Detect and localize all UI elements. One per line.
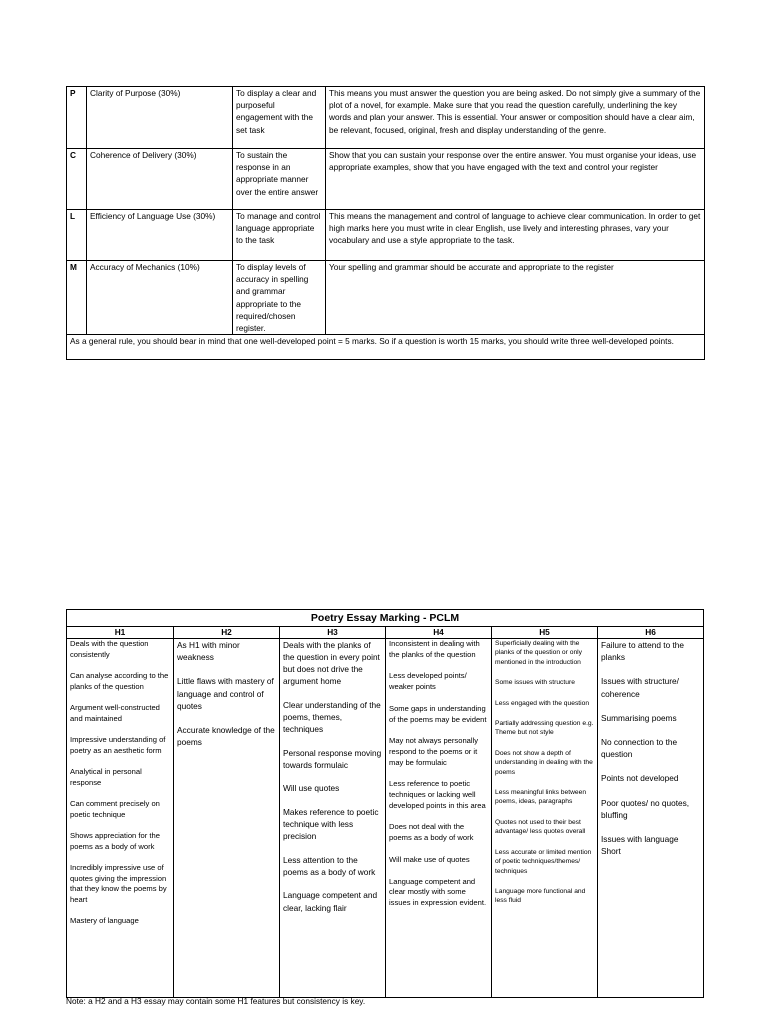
grade-descriptor: Deals with the question consistently (70, 639, 149, 659)
grade-descriptor: No connection to the question (601, 737, 678, 760)
criteria-aim: To display a clear and purposeful engagement with the set task (233, 87, 326, 149)
grade-descriptor: Less engaged with the question (495, 699, 590, 707)
grade-column-h2 (174, 639, 280, 998)
criteria-name: Accuracy of Mechanics (10%) (87, 261, 233, 335)
grade-descriptor: Some issues with structure (495, 679, 575, 687)
grade-descriptor: Will make use of quotes (389, 854, 470, 864)
grade-descriptor: Less meaningful links between poems, ideas, paragraphs (495, 789, 587, 806)
grade-descriptor: Incredibly impressive use of quotes giving the impression that they know the poems by heart (70, 863, 167, 904)
grade-descriptor: Makes reference to poetic technique with less precision (283, 806, 379, 842)
grade-column-h5 (492, 639, 598, 998)
grade-header-h4: H4 (386, 627, 492, 639)
criteria-row-m (67, 261, 705, 335)
grade-descriptor: Personal response moving towards formulaic (283, 747, 382, 770)
poetry-marking-table (66, 609, 704, 998)
grade-descriptor: Will use quotes (283, 783, 340, 794)
grade-descriptor: Superficially dealing with the planks of the question or only mentioned in the introduction (495, 640, 582, 666)
criteria-letter: L (67, 210, 87, 261)
grade-descriptor: Issues with structure/ coherence (601, 676, 679, 699)
criteria-row-l (67, 210, 705, 261)
criteria-letter: P (67, 87, 87, 149)
criteria-description: This means the management and control of language to achieve clear communication. In order to get high marks here you must write in clear English, use lively and interesting phrases, vary your vocabulary and use a style appropriate to the task. (326, 210, 705, 261)
grade-descriptor: Less accurate or limited mention of poetic techniques/themes/ techniques (495, 848, 592, 875)
criteria-footer-text: As a general rule, you should bear in mind that one well-developed point = 5 marks. So if a question is worth 15 marks, you should write three well-developed points. (67, 335, 705, 360)
grade-descriptor: Language competent and clear, lacking flair (283, 890, 378, 913)
criteria-letter: M (67, 261, 87, 335)
grade-column-h3 (280, 639, 386, 998)
grade-descriptor: Deals with the planks of the question in every point but does not drive the argument home (283, 640, 380, 687)
criteria-name: Coherence of Delivery (30%) (87, 149, 233, 210)
grade-descriptor: May not always personally respond to the poems or it may be formulaic (389, 736, 479, 767)
grade-column-h1 (67, 639, 174, 998)
grade-descriptor: Can analyse according to the planks of the question (70, 671, 169, 691)
grade-column-h4 (386, 639, 492, 998)
grade-descriptor: Language competent and clear mostly with some issues in expression evident. (389, 876, 487, 907)
grade-descriptor: Mastery of language (70, 916, 139, 925)
grade-descriptor: As H1 with minor weakness (177, 640, 240, 663)
grade-column-h6 (598, 639, 704, 998)
grade-descriptor: Less developed points/ weaker points (389, 671, 467, 692)
grade-descriptor: Less attention to the poems as a body of work (283, 854, 376, 877)
grade-descriptor: Little flaws with mastery of language and control of quotes (177, 676, 274, 711)
criteria-name: Efficiency of Language Use (30%) (87, 210, 233, 261)
grade-header-h2: H2 (174, 627, 280, 639)
poetry-header-row (67, 627, 704, 639)
grade-descriptor: Poor quotes/ no quotes, bluffing (601, 797, 690, 820)
criteria-name: Clarity of Purpose (30%) (87, 87, 233, 149)
criteria-aim: To sustain the response in an appropriate manner over the entire answer (233, 149, 326, 210)
grade-descriptor: Quotes not used to their best advantage/ less quotes overall (495, 818, 586, 836)
grade-descriptor: Issues with language Short (601, 834, 679, 857)
grade-descriptor: Summarising poems (601, 712, 677, 723)
grade-descriptor: Analytical in personal response (70, 767, 142, 787)
grade-descriptor: Some gaps in understanding of the poems may be evident (389, 703, 487, 724)
criteria-aim: To manage and control language appropriate to the task (233, 210, 326, 261)
grade-descriptor: Partially addressing question e.g. Theme but not style (495, 720, 594, 737)
criteria-row-p (67, 87, 705, 149)
criteria-letter: C (67, 149, 87, 210)
criteria-description: This means you must answer the question you are being asked. Do not simply give a summary of the plot of a novel, for example. Make sure that you read the question carefully, underlining the key words and plan your answer. This is essential. Your answer or composition should have a clear aim, be relevant, focused, original, fresh and display understanding of the genre. (326, 87, 705, 149)
grade-descriptor: Argument well-constructed and maintained (70, 703, 160, 723)
poetry-title-row (67, 610, 704, 627)
criteria-description: Your spelling and grammar should be accurate and appropriate to the register (326, 261, 705, 335)
pclm-criteria-table (66, 86, 705, 360)
grade-header-h1: H1 (67, 627, 174, 639)
grade-descriptor: Less reference to poetic techniques or lacking well developed points in this area (389, 779, 486, 810)
grade-descriptor: Accurate knowledge of the poems (177, 725, 275, 748)
grade-descriptor: Inconsistent in dealing with the planks of the question (389, 639, 480, 659)
grade-descriptor: Shows appreciation for the poems as a body of work (70, 831, 160, 851)
grade-descriptor: Does not deal with the poems as a body of work (389, 822, 474, 843)
poetry-body-row (67, 639, 704, 998)
grade-header-h3: H3 (280, 627, 386, 639)
grade-descriptor: Points not developed (601, 773, 679, 784)
criteria-footer-row (67, 335, 705, 360)
consistency-note: Note: a H2 and a H3 essay may contain some H1 features but consistency is key. (66, 996, 366, 1006)
grade-descriptor: Can comment precisely on poetic technique (70, 799, 160, 819)
criteria-row-c (67, 149, 705, 210)
grade-descriptor: Language more functional and less fluid (495, 887, 586, 905)
poetry-table-title: Poetry Essay Marking - PCLM (67, 610, 704, 627)
grade-descriptor: Does not show a depth of understanding in dealing with the poems (495, 749, 593, 776)
grade-descriptor: Clear understanding of the poems, themes, techniques (283, 699, 381, 735)
grade-descriptor: Impressive understanding of poetry as an aesthetic form (70, 735, 166, 755)
grade-descriptor: Failure to attend to the planks (601, 640, 685, 663)
grade-header-h6: H6 (598, 627, 704, 639)
grade-header-h5: H5 (492, 627, 598, 639)
criteria-aim: To display levels of accuracy in spelling and grammar appropriate to the required/chosen register. (233, 261, 326, 335)
criteria-description: Show that you can sustain your response over the entire answer. You must organise your ideas, use appropriate examples, show that you have engaged with the text and control your register (326, 149, 705, 210)
